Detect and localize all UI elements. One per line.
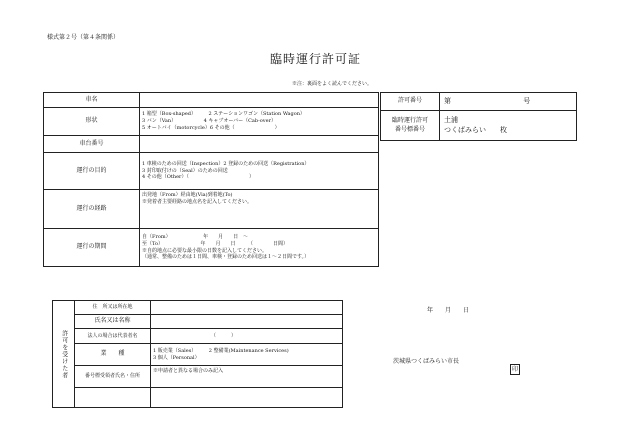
purpose-label: 運行の目的 (44, 153, 140, 190)
purpose-options[interactable] (140, 153, 379, 190)
shape-options[interactable] (140, 108, 379, 136)
permit-box (380, 92, 577, 141)
applicant-name-label: 氏名又は名称 (75, 315, 151, 329)
applicant-side-label (53, 301, 75, 408)
issuer-mayor: 茨城県つくばみらい市長 (393, 358, 460, 365)
form-title: 臨時運行許可証 (270, 52, 362, 66)
address-label: 住 所又は所在地 (75, 301, 151, 315)
route-line: 出発地（From）経由地(Via)到着地(To) (142, 192, 233, 198)
purpose-option-line: 1 車検のための回送（Inspection）2 登録のための回送（Registration） (142, 160, 310, 167)
plate-line: つくばみらい 枚 (444, 125, 507, 134)
business-option-line: 3 個人（Personal） (153, 354, 200, 361)
business-type-label: 業 種 (75, 344, 151, 366)
applicant-table (52, 300, 343, 408)
applicant-blank-label (75, 388, 151, 408)
vehicle-name-label: 車名 (44, 93, 140, 108)
plate-line: 土浦 (444, 116, 458, 125)
business-type-options[interactable] (151, 344, 343, 366)
plate-label-line: 臨時運行許可 (391, 117, 428, 125)
plate-receiver-label: 番号標受領者氏名・住所 (75, 366, 151, 388)
plate-number-field[interactable] (440, 111, 577, 141)
period-label: 運行の期間 (44, 229, 140, 267)
purpose-option-line: 4 その他（Other）（ ） (142, 174, 254, 181)
vehicle-name-field[interactable] (140, 93, 379, 108)
period-field[interactable] (140, 229, 379, 267)
applicant-blank-field[interactable] (151, 388, 343, 408)
period-line: 至（To） 年 月 日 （ 日間） (142, 240, 288, 247)
form-number: 様式第２号（第４条関係） (47, 34, 120, 41)
permit-number-prefix: 第 (444, 96, 451, 105)
form-note: ※注：裏面をよく読んでください。 (292, 81, 373, 87)
applicant-name-field[interactable] (151, 315, 343, 329)
address-field[interactable] (151, 301, 343, 315)
seal-mark-text: 印 (511, 366, 518, 373)
representative-field[interactable] (151, 329, 343, 344)
shape-label: 形状 (44, 108, 140, 136)
plate-label-line: 番号標番号 (394, 125, 425, 133)
plate-number-label (381, 111, 440, 141)
plate-receiver-field[interactable] (151, 366, 343, 388)
period-line: ※自的地点に必要な最小限の日数を記入してください。 (142, 247, 268, 254)
permit-number-label: 許可番号 (381, 93, 440, 111)
representative-label: 法人の場合は代表者名 (75, 329, 151, 344)
plate-receiver-note: ※申請者と異なる場合のみ記入 (153, 368, 224, 374)
shape-option-line: 3 バン（Van） 4 キャブオーバー（Cab-over） (142, 118, 276, 125)
shape-option-line: 1 箱型（Box-shaped） 2 ステーションワゴン（Station Wagon） (142, 111, 305, 118)
period-line: （通常、整備のためは１日間、車検・登録のため回送は１～２日間です。） (142, 254, 310, 261)
route-line: ※発着者主要経路の地点名を記入してください。 (142, 198, 253, 205)
seal-mark (510, 356, 520, 375)
vehicle-table (43, 92, 379, 267)
route-field[interactable] (140, 190, 379, 229)
permit-number-suffix: 号 (523, 96, 531, 105)
permit-number-field[interactable] (440, 93, 577, 111)
issue-date: 年 月 日 (427, 307, 470, 314)
period-line: 自（From） 年 月 日 ～ (142, 234, 249, 240)
chassis-number-label: 車台番号 (44, 136, 140, 153)
chassis-number-field[interactable] (140, 136, 379, 153)
shape-option-line: 5 オートバイ（motorcycle）6 その他（ ） (142, 124, 280, 131)
purpose-option-line: 3 封印取付けの（Seal）のための回送 (142, 167, 228, 174)
business-option-line: 1 販売業（Sales） 2 整備業(Maintenance Services) (153, 347, 289, 354)
applicant-side-label-text: 許可を受けた者 (60, 329, 68, 379)
route-label: 運行の経路 (44, 190, 140, 229)
representative-paren: （ ） (211, 332, 237, 339)
